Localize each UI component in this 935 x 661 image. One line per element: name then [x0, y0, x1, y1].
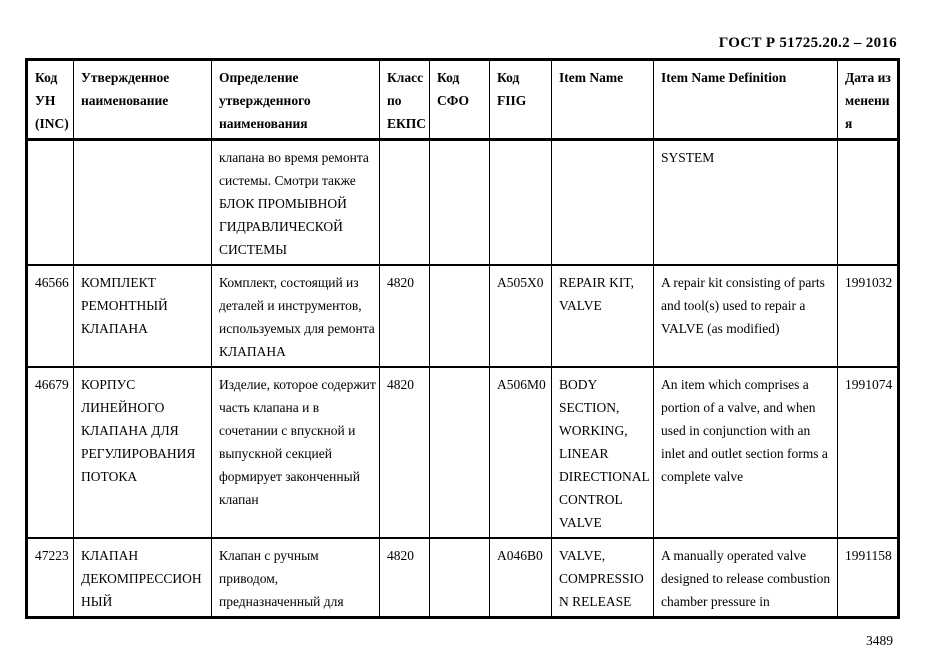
cell-item-name-definition: An item which comprises a portion of a valve, and when used in conjunction with an inlet and outlet section forms a complete valve	[654, 367, 838, 538]
classification-table	[25, 58, 900, 619]
column-header-sfo-code: Код СФО	[430, 60, 490, 140]
cell-fiig-code: A506M0	[490, 367, 552, 538]
page-number: 3489	[866, 633, 893, 648]
cell-definition: Изделие, которое содержит часть клапана и в сочетании с впускной и выпускной секцией формирует законченный клапан	[212, 367, 380, 538]
cell-sfo-code	[430, 538, 490, 618]
cell-item-name: BODY SECTION, WORKING, LINEAR DIRECTIONAL CONTROL VALVE	[552, 367, 654, 538]
cell-fiig-code: A046B0	[490, 538, 552, 618]
cell-sfo-code	[430, 265, 490, 367]
cell-definition: Клапан с ручным приводом, предназначенный для	[212, 538, 380, 618]
cell-item-name-definition: A repair kit consisting of parts and tool(s) used to repair a VALVE (as modified)	[654, 265, 838, 367]
column-header-approved-name: Утвержденное наименование	[74, 60, 212, 140]
cell-definition: клапана во время ремонта системы. Смотри также БЛОК ПРОМЫВНОЙ ГИДРАВЛИЧЕСКОЙ СИСТЕМЫ	[212, 140, 380, 266]
document-title: ГОСТ Р 51725.20.2 – 2016	[718, 35, 897, 51]
cell-ekps-class: 4820	[380, 367, 430, 538]
cell-approved-name: КОРПУС ЛИНЕЙНОГО КЛАПАНА ДЛЯ РЕГУЛИРОВАНИЯ ПОТОКА	[74, 367, 212, 538]
cell-change-date: 1991032	[838, 265, 899, 367]
cell-ekps-class	[380, 140, 430, 266]
cell-inc-code	[27, 140, 74, 266]
table-row	[27, 538, 899, 618]
cell-inc-code: 47223	[27, 538, 74, 618]
cell-change-date: 1991074	[838, 367, 899, 538]
column-header-item-name-definition: Item Name Definition	[654, 60, 838, 140]
cell-fiig-code	[490, 140, 552, 266]
cell-item-name: VALVE, COMPRESSIO​N RELEASE	[552, 538, 654, 618]
column-header-ekps-class: Класс по ЕКПС	[380, 60, 430, 140]
cell-sfo-code	[430, 367, 490, 538]
cell-sfo-code	[430, 140, 490, 266]
cell-ekps-class: 4820	[380, 538, 430, 618]
cell-definition: Комплект, состоящий из деталей и инструментов, используемых для ремонта КЛАПАНА	[212, 265, 380, 367]
cell-item-name-definition: A manually operated valve designed to release combustion chamber pressure in	[654, 538, 838, 618]
cell-fiig-code: A505X0	[490, 265, 552, 367]
cell-item-name: REPAIR KIT, VALVE	[552, 265, 654, 367]
cell-inc-code: 46679	[27, 367, 74, 538]
cell-ekps-class: 4820	[380, 265, 430, 367]
cell-approved-name	[74, 140, 212, 266]
column-header-definition: Определение утвержденного наименования	[212, 60, 380, 140]
table-header-row	[27, 60, 899, 140]
cell-approved-name: КЛАПАН ДЕКОМПРЕССИОННЫЙ	[74, 538, 212, 618]
cell-change-date	[838, 140, 899, 266]
table-row	[27, 367, 899, 538]
column-header-fiig-code: Код FIIG	[490, 60, 552, 140]
table-row	[27, 265, 899, 367]
cell-inc-code: 46566	[27, 265, 74, 367]
cell-item-name	[552, 140, 654, 266]
cell-item-name-definition: SYSTEM	[654, 140, 838, 266]
column-header-inc-code: Код УН (INC)	[27, 60, 74, 140]
table-row	[27, 140, 899, 266]
cell-change-date: 1991158	[838, 538, 899, 618]
cell-approved-name: КОМПЛЕКТ РЕМОНТНЫЙ КЛАПАНА	[74, 265, 212, 367]
column-header-item-name: Item Name	[552, 60, 654, 140]
column-header-change-date: Дата изменения	[838, 60, 899, 140]
